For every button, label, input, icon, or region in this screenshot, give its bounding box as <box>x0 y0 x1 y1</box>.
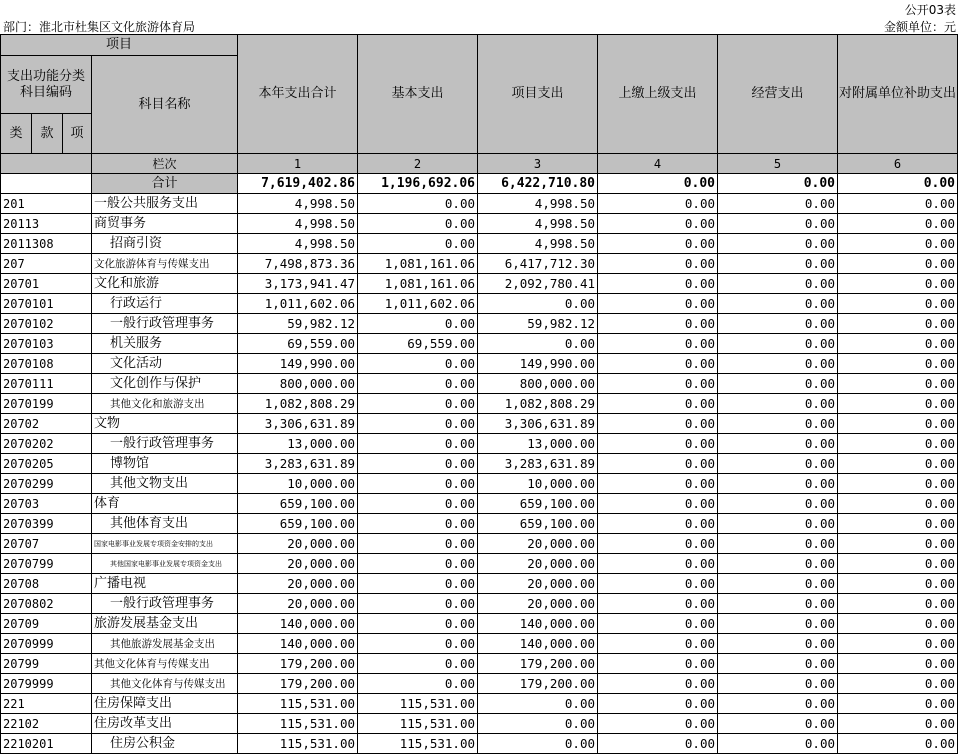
amount-cell: 0.00 <box>718 594 838 614</box>
amount-cell: 0.00 <box>358 414 478 434</box>
amount-cell: 0.00 <box>838 674 958 694</box>
amount-cell: 0.00 <box>358 194 478 214</box>
subject-name: 招商引资 <box>92 234 238 254</box>
subject-name: 其他国家电影事业发展专项资金支出 <box>92 554 238 574</box>
amount-cell: 6,417,712.30 <box>478 254 598 274</box>
amount-cell: 0.00 <box>838 614 958 634</box>
header-lei: 类 <box>1 114 32 154</box>
amount-cell: 20,000.00 <box>478 554 598 574</box>
amount-cell: 0.00 <box>718 294 838 314</box>
table-body <box>1 194 958 754</box>
amount-cell: 0.00 <box>598 654 718 674</box>
amount-cell: 0.00 <box>838 334 958 354</box>
col-index-5: 5 <box>718 154 838 174</box>
table-row <box>1 354 958 374</box>
function-code: 2079999 <box>1 674 92 694</box>
amount-cell: 0.00 <box>598 314 718 334</box>
amount-cell: 3,306,631.89 <box>238 414 358 434</box>
table-row <box>1 194 958 214</box>
amount-cell: 0.00 <box>838 354 958 374</box>
amount-cell: 3,283,631.89 <box>238 454 358 474</box>
table-row <box>1 394 958 414</box>
function-code: 2210201 <box>1 734 92 754</box>
function-code: 2070103 <box>1 334 92 354</box>
table-row <box>1 334 958 354</box>
amount-cell: 659,100.00 <box>238 514 358 534</box>
col-index-3: 3 <box>478 154 598 174</box>
function-code: 20707 <box>1 534 92 554</box>
amount-cell: 0.00 <box>718 454 838 474</box>
amount-cell: 800,000.00 <box>238 374 358 394</box>
amount-cell: 0.00 <box>718 414 838 434</box>
total-cell: 6,422,710.80 <box>478 174 598 194</box>
table-row <box>1 694 958 714</box>
expenditure-table <box>0 34 958 754</box>
col-index-6: 6 <box>838 154 958 174</box>
subject-name: 其他文化体育与传媒支出 <box>92 654 238 674</box>
subject-name: 文化创作与保护 <box>92 374 238 394</box>
amount-cell: 0.00 <box>838 454 958 474</box>
subject-name: 住房保障支出 <box>92 694 238 714</box>
amount-cell: 179,200.00 <box>478 674 598 694</box>
amount-cell: 7,498,873.36 <box>238 254 358 274</box>
amount-cell: 1,082,808.29 <box>478 394 598 414</box>
total-cell: 0.00 <box>838 174 958 194</box>
col-index-4: 4 <box>598 154 718 174</box>
amount-cell: 0.00 <box>598 434 718 454</box>
amount-cell: 0.00 <box>598 634 718 654</box>
amount-cell: 0.00 <box>598 374 718 394</box>
header-subject-name: 科目名称 <box>92 56 238 154</box>
amount-cell: 0.00 <box>598 294 718 314</box>
amount-cell: 20,000.00 <box>238 594 358 614</box>
amount-cell: 0.00 <box>598 414 718 434</box>
amount-cell: 179,200.00 <box>238 674 358 694</box>
amount-cell: 0.00 <box>598 274 718 294</box>
amount-cell: 0.00 <box>598 614 718 634</box>
amount-cell: 0.00 <box>478 334 598 354</box>
amount-cell: 0.00 <box>478 714 598 734</box>
department-label: 部门：淮北市杜集区文化旅游体育局 <box>3 20 196 34</box>
subject-name: 文化和旅游 <box>92 274 238 294</box>
col-index-1: 1 <box>238 154 358 174</box>
function-code: 2070299 <box>1 474 92 494</box>
amount-cell: 3,306,631.89 <box>478 414 598 434</box>
amount-cell: 0.00 <box>718 194 838 214</box>
amount-cell: 1,011,602.06 <box>358 294 478 314</box>
subject-name: 一般公共服务支出 <box>92 194 238 214</box>
subject-name: 住房改革支出 <box>92 714 238 734</box>
amount-cell: 0.00 <box>598 714 718 734</box>
col-index-2: 2 <box>358 154 478 174</box>
amount-cell: 0.00 <box>598 694 718 714</box>
table-row <box>1 214 958 234</box>
amount-cell: 0.00 <box>718 614 838 634</box>
amount-cell: 0.00 <box>358 374 478 394</box>
header-project-expenditure: 项目支出 <box>478 35 598 154</box>
amount-cell: 140,000.00 <box>238 634 358 654</box>
table-row <box>1 294 958 314</box>
table-row <box>1 274 958 294</box>
table-row <box>1 374 958 394</box>
amount-cell: 0.00 <box>838 514 958 534</box>
table-row <box>1 474 958 494</box>
amount-cell: 0.00 <box>718 334 838 354</box>
subject-name: 文化旅游体育与传媒支出 <box>92 254 238 274</box>
header-subsidiary-subsidy: 对附属单位补助支出 <box>838 35 958 154</box>
amount-cell: 149,990.00 <box>478 354 598 374</box>
amount-cell: 0.00 <box>838 314 958 334</box>
amount-cell: 115,531.00 <box>358 694 478 714</box>
amount-cell: 0.00 <box>598 514 718 534</box>
function-code: 2070111 <box>1 374 92 394</box>
table-row <box>1 614 958 634</box>
table-row <box>1 254 958 274</box>
subject-name: 一般行政管理事务 <box>92 434 238 454</box>
amount-cell: 0.00 <box>358 494 478 514</box>
subject-name: 一般行政管理事务 <box>92 594 238 614</box>
amount-cell: 0.00 <box>838 434 958 454</box>
amount-cell: 0.00 <box>838 694 958 714</box>
amount-cell: 115,531.00 <box>238 694 358 714</box>
amount-cell: 0.00 <box>598 534 718 554</box>
amount-cell: 0.00 <box>838 194 958 214</box>
amount-cell: 0.00 <box>478 694 598 714</box>
amount-cell: 20,000.00 <box>238 534 358 554</box>
amount-cell: 0.00 <box>598 734 718 754</box>
amount-cell: 4,998.50 <box>478 234 598 254</box>
function-code: 221 <box>1 694 92 714</box>
subject-name: 体育 <box>92 494 238 514</box>
amount-cell: 13,000.00 <box>238 434 358 454</box>
amount-cell: 0.00 <box>598 474 718 494</box>
amount-cell: 0.00 <box>838 474 958 494</box>
amount-cell: 4,998.50 <box>478 214 598 234</box>
amount-cell: 0.00 <box>358 394 478 414</box>
amount-cell: 800,000.00 <box>478 374 598 394</box>
amount-cell: 179,200.00 <box>478 654 598 674</box>
total-cell: 0.00 <box>598 174 718 194</box>
function-code: 2070199 <box>1 394 92 414</box>
amount-cell: 0.00 <box>718 254 838 274</box>
amount-cell: 0.00 <box>358 634 478 654</box>
subject-name: 商贸事务 <box>92 214 238 234</box>
amount-cell: 0.00 <box>358 534 478 554</box>
subject-name: 旅游发展基金支出 <box>92 614 238 634</box>
amount-cell: 115,531.00 <box>238 734 358 754</box>
function-code: 2011308 <box>1 234 92 254</box>
amount-cell: 659,100.00 <box>238 494 358 514</box>
amount-cell: 0.00 <box>478 734 598 754</box>
subject-name: 行政运行 <box>92 294 238 314</box>
amount-cell: 140,000.00 <box>478 614 598 634</box>
function-code: 20708 <box>1 574 92 594</box>
total-cell: 1,196,692.06 <box>358 174 478 194</box>
header-total-expenditure: 本年支出合计 <box>238 35 358 154</box>
amount-cell: 0.00 <box>838 574 958 594</box>
function-code: 201 <box>1 194 92 214</box>
total-cell: 0.00 <box>718 174 838 194</box>
function-code: 2070102 <box>1 314 92 334</box>
amount-cell: 10,000.00 <box>478 474 598 494</box>
amount-cell: 0.00 <box>358 314 478 334</box>
header-basic-expenditure: 基本支出 <box>358 35 478 154</box>
table-row <box>1 674 958 694</box>
form-number: 公开03表 <box>904 3 956 17</box>
table-header <box>1 35 958 194</box>
amount-cell: 1,082,808.29 <box>238 394 358 414</box>
header-lanci: 栏次 <box>92 154 238 174</box>
amount-cell: 140,000.00 <box>238 614 358 634</box>
amount-cell: 0.00 <box>718 734 838 754</box>
header-superior-payment: 上缴上级支出 <box>598 35 718 154</box>
table-row <box>1 554 958 574</box>
amount-cell: 0.00 <box>358 674 478 694</box>
amount-cell: 0.00 <box>598 674 718 694</box>
amount-cell: 0.00 <box>598 454 718 474</box>
table-row <box>1 574 958 594</box>
function-code: 2070399 <box>1 514 92 534</box>
amount-cell: 0.00 <box>838 234 958 254</box>
amount-cell: 0.00 <box>838 414 958 434</box>
amount-cell: 0.00 <box>718 634 838 654</box>
table-row <box>1 234 958 254</box>
amount-cell: 0.00 <box>718 574 838 594</box>
amount-cell: 0.00 <box>718 714 838 734</box>
amount-cell: 0.00 <box>718 274 838 294</box>
amount-cell: 659,100.00 <box>478 514 598 534</box>
function-code: 20703 <box>1 494 92 514</box>
amount-cell: 0.00 <box>718 654 838 674</box>
subject-name: 广播电视 <box>92 574 238 594</box>
amount-cell: 0.00 <box>598 574 718 594</box>
amount-cell: 0.00 <box>358 514 478 534</box>
amount-cell: 20,000.00 <box>478 574 598 594</box>
amount-cell: 2,092,780.41 <box>478 274 598 294</box>
amount-cell: 10,000.00 <box>238 474 358 494</box>
amount-cell: 0.00 <box>838 634 958 654</box>
amount-cell: 0.00 <box>358 234 478 254</box>
amount-cell: 59,982.12 <box>238 314 358 334</box>
amount-cell: 0.00 <box>598 254 718 274</box>
amount-cell: 0.00 <box>838 294 958 314</box>
amount-cell: 20,000.00 <box>238 574 358 594</box>
amount-cell: 0.00 <box>598 194 718 214</box>
amount-cell: 69,559.00 <box>358 334 478 354</box>
function-code: 20799 <box>1 654 92 674</box>
amount-cell: 0.00 <box>358 654 478 674</box>
subject-name: 机关服务 <box>92 334 238 354</box>
amount-cell: 0.00 <box>838 494 958 514</box>
function-code: 2070202 <box>1 434 92 454</box>
amount-cell: 4,998.50 <box>238 214 358 234</box>
amount-cell: 20,000.00 <box>478 594 598 614</box>
total-cell: 7,619,402.86 <box>238 174 358 194</box>
amount-cell: 0.00 <box>838 594 958 614</box>
amount-cell: 115,531.00 <box>238 714 358 734</box>
amount-cell: 0.00 <box>838 374 958 394</box>
amount-cell: 0.00 <box>838 714 958 734</box>
subject-name: 文物 <box>92 414 238 434</box>
amount-cell: 1,011,602.06 <box>238 294 358 314</box>
amount-cell: 115,531.00 <box>358 714 478 734</box>
amount-cell: 0.00 <box>718 474 838 494</box>
amount-cell: 0.00 <box>598 494 718 514</box>
amount-cell: 0.00 <box>358 594 478 614</box>
amount-cell: 0.00 <box>598 234 718 254</box>
amount-cell: 0.00 <box>718 434 838 454</box>
table-row <box>1 414 958 434</box>
function-code: 2070101 <box>1 294 92 314</box>
amount-cell: 0.00 <box>598 214 718 234</box>
subject-name: 一般行政管理事务 <box>92 314 238 334</box>
amount-cell: 0.00 <box>358 474 478 494</box>
amount-cell: 0.00 <box>838 214 958 234</box>
amount-cell: 1,081,161.06 <box>358 274 478 294</box>
table-row <box>1 634 958 654</box>
function-code: 20701 <box>1 274 92 294</box>
amount-cell: 659,100.00 <box>478 494 598 514</box>
amount-cell: 0.00 <box>838 734 958 754</box>
amount-cell: 0.00 <box>598 594 718 614</box>
amount-cell: 0.00 <box>718 554 838 574</box>
amount-cell: 0.00 <box>718 534 838 554</box>
function-code: 2070802 <box>1 594 92 614</box>
amount-cell: 149,990.00 <box>238 354 358 374</box>
amount-cell: 0.00 <box>718 394 838 414</box>
subject-name: 其他体育支出 <box>92 514 238 534</box>
amount-cell: 115,531.00 <box>358 734 478 754</box>
amount-cell: 0.00 <box>598 354 718 374</box>
amount-cell: 0.00 <box>718 354 838 374</box>
header-func-code: 支出功能分类科目编码 <box>1 56 92 114</box>
amount-cell: 0.00 <box>838 534 958 554</box>
amount-cell: 69,559.00 <box>238 334 358 354</box>
amount-cell: 0.00 <box>478 294 598 314</box>
amount-cell: 4,998.50 <box>238 234 358 254</box>
subject-name: 文化活动 <box>92 354 238 374</box>
table-row <box>1 434 958 454</box>
table-row <box>1 514 958 534</box>
amount-cell: 0.00 <box>358 614 478 634</box>
amount-cell: 0.00 <box>718 234 838 254</box>
function-code: 20709 <box>1 614 92 634</box>
amount-cell: 20,000.00 <box>478 534 598 554</box>
amount-cell: 0.00 <box>598 554 718 574</box>
amount-cell: 0.00 <box>358 434 478 454</box>
function-code: 2070205 <box>1 454 92 474</box>
amount-cell: 0.00 <box>718 674 838 694</box>
amount-cell: 20,000.00 <box>238 554 358 574</box>
function-code: 2070108 <box>1 354 92 374</box>
amount-cell: 0.00 <box>598 394 718 414</box>
amount-cell: 1,081,161.06 <box>358 254 478 274</box>
amount-cell: 3,173,941.47 <box>238 274 358 294</box>
subject-name: 其他文化和旅游支出 <box>92 394 238 414</box>
amount-cell: 179,200.00 <box>238 654 358 674</box>
amount-cell: 0.00 <box>838 394 958 414</box>
subject-name: 其他文物支出 <box>92 474 238 494</box>
table-row <box>1 654 958 674</box>
header-kuan: 款 <box>32 114 63 154</box>
amount-cell: 0.00 <box>838 274 958 294</box>
table-row <box>1 594 958 614</box>
amount-cell: 0.00 <box>358 454 478 474</box>
amount-cell: 4,998.50 <box>238 194 358 214</box>
subject-name: 博物馆 <box>92 454 238 474</box>
function-code: 20113 <box>1 214 92 234</box>
table-row <box>1 454 958 474</box>
function-code: 2070999 <box>1 634 92 654</box>
function-code: 20702 <box>1 414 92 434</box>
amount-cell: 0.00 <box>358 214 478 234</box>
amount-cell: 0.00 <box>718 374 838 394</box>
amount-cell: 13,000.00 <box>478 434 598 454</box>
table-row <box>1 734 958 754</box>
unit-label: 金额单位：元 <box>883 20 956 34</box>
meta-line <box>0 17 960 34</box>
amount-cell: 0.00 <box>718 494 838 514</box>
subject-name: 国家电影事业发展专项资金安排的支出 <box>92 534 238 554</box>
amount-cell: 0.00 <box>718 314 838 334</box>
function-code: 22102 <box>1 714 92 734</box>
function-code: 207 <box>1 254 92 274</box>
header-item: 项目 <box>1 35 238 56</box>
amount-cell: 0.00 <box>718 214 838 234</box>
subject-name: 其他文化体育与传媒支出 <box>92 674 238 694</box>
amount-cell: 0.00 <box>358 574 478 594</box>
total-label: 合计 <box>92 174 238 194</box>
table-row <box>1 494 958 514</box>
header-business-expenditure: 经营支出 <box>718 35 838 154</box>
table-row <box>1 314 958 334</box>
function-code: 2070799 <box>1 554 92 574</box>
amount-cell: 59,982.12 <box>478 314 598 334</box>
amount-cell: 4,998.50 <box>478 194 598 214</box>
amount-cell: 0.00 <box>598 334 718 354</box>
amount-cell: 0.00 <box>358 554 478 574</box>
amount-cell: 140,000.00 <box>478 634 598 654</box>
subject-name: 其他旅游发展基金支出 <box>92 634 238 654</box>
amount-cell: 0.00 <box>838 654 958 674</box>
title-line <box>0 0 960 17</box>
amount-cell: 0.00 <box>718 694 838 714</box>
subject-name: 住房公积金 <box>92 734 238 754</box>
amount-cell: 0.00 <box>838 254 958 274</box>
table-row <box>1 534 958 554</box>
amount-cell: 0.00 <box>718 514 838 534</box>
amount-cell: 0.00 <box>358 354 478 374</box>
header-xiang: 项 <box>63 114 92 154</box>
amount-cell: 3,283,631.89 <box>478 454 598 474</box>
amount-cell: 0.00 <box>838 554 958 574</box>
